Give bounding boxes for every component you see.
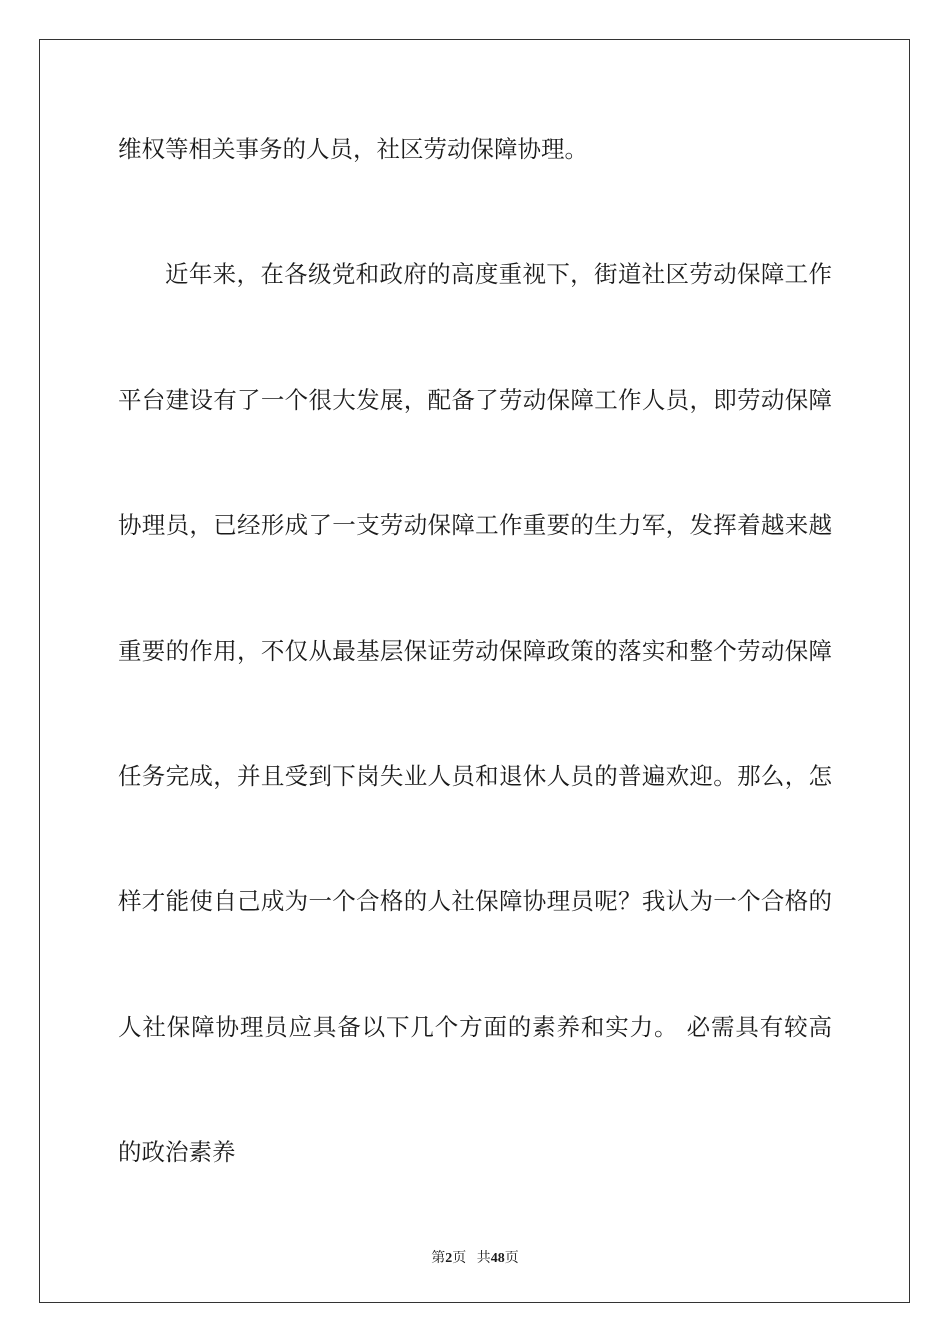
total-prefix: 共 — [476, 1251, 491, 1266]
text-line: 样才能使自己成为一个合格的人社保障协理员呢？我认为一个合格的 — [118, 887, 832, 915]
text-line: 任务完成，并且受到下岗失业人员和退休人员的普遍欢迎。那么，怎 — [118, 762, 832, 790]
text-line: 人社保障协理员应具备以下几个方面的素养和实力。 必需具有较高 — [118, 1013, 832, 1041]
total-pages: 48 — [490, 1251, 505, 1266]
text-line: 维权等相关事务的人员，社区劳动保障协理。 — [118, 135, 588, 163]
text-line: 重要的作用，不仅从最基层保证劳动保障政策的落实和整个劳动保障 — [118, 637, 832, 665]
text-line: 协理员，已经形成了一支劳动保障工作重要的生力军，发挥着越来越 — [118, 511, 832, 539]
total-suffix: 页 — [504, 1251, 519, 1266]
page-footer — [0, 1247, 950, 1267]
page-prefix: 第 — [431, 1251, 446, 1266]
text-line: 平台建设有了一个很大发展，配备了劳动保障工作人员，即劳动保障 — [118, 386, 832, 414]
text-line: 的政治素养 — [118, 1138, 236, 1166]
page-border — [39, 39, 910, 1303]
page-suffix: 页 — [452, 1251, 467, 1266]
text-line: 近年来，在各级党和政府的高度重视下，街道社区劳动保障工作 — [165, 260, 832, 288]
page-number: 2 — [445, 1251, 453, 1266]
